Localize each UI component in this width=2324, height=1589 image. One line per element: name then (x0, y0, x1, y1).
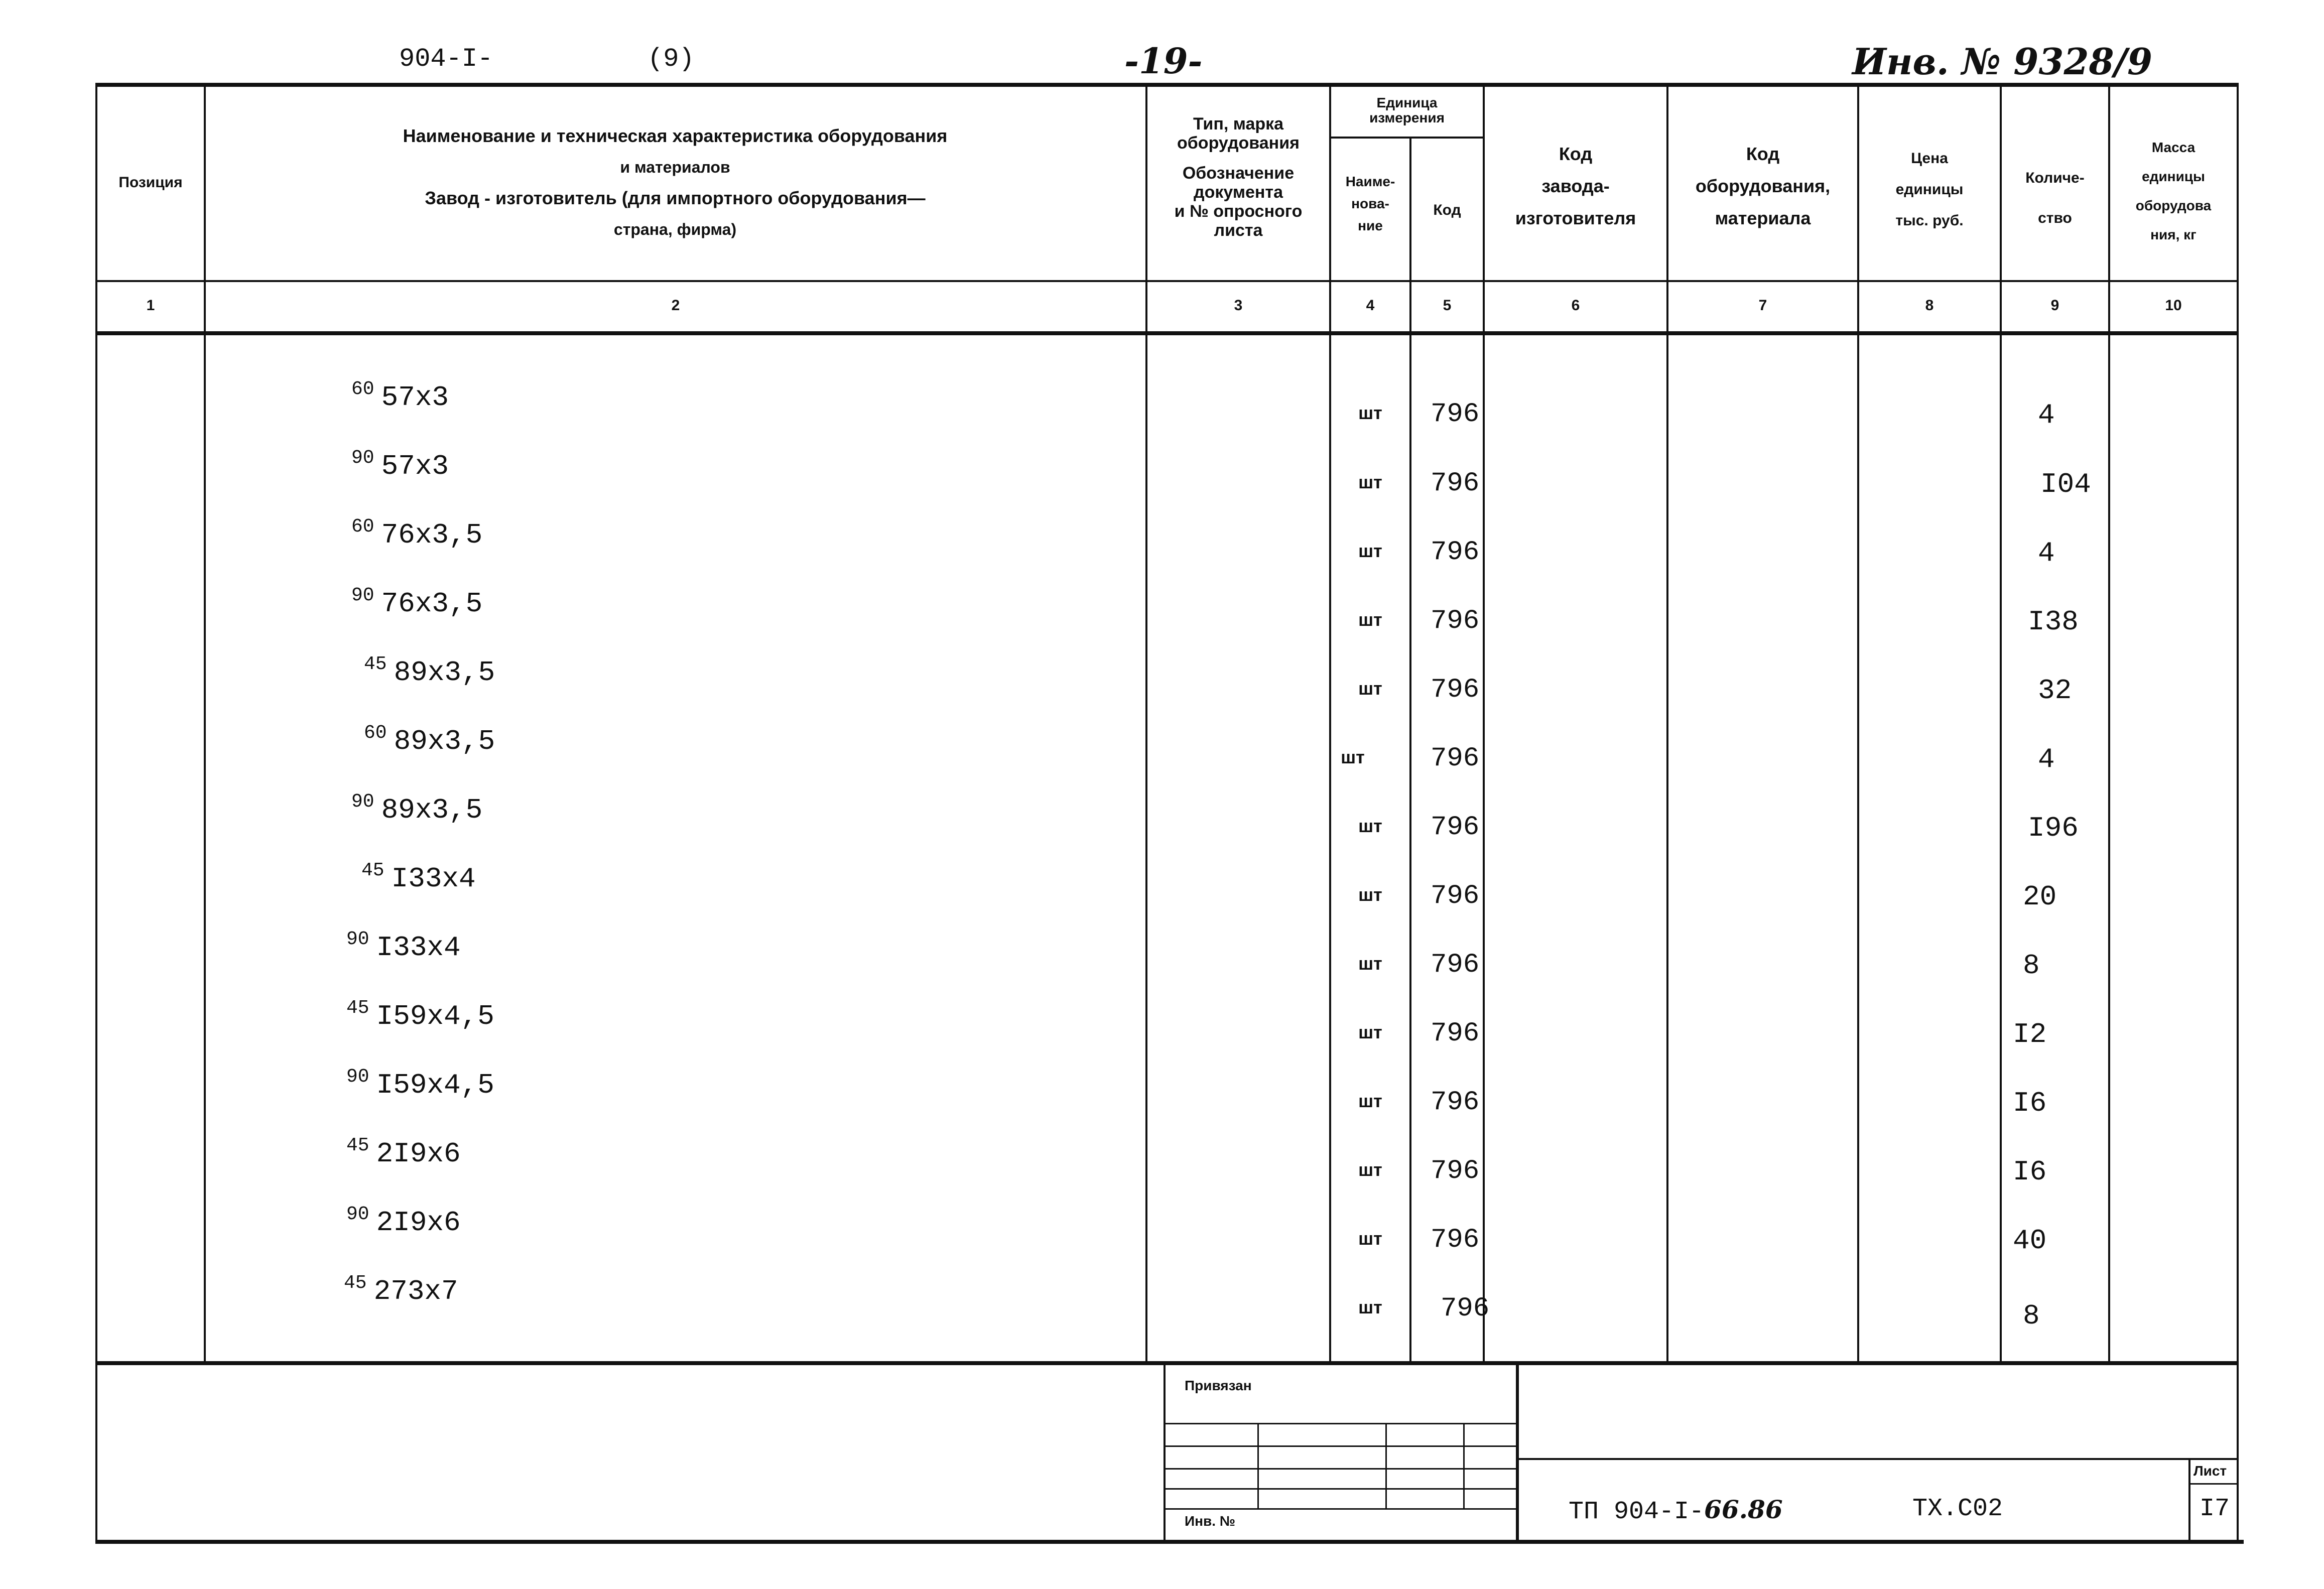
body-bottom-line (95, 1361, 2239, 1365)
header-name: Наименование и техническая характеристика оборудования и материалов Завод - изготовитель (для импортного оборудования— страна, фирма) (403, 125, 948, 238)
stamp-divider-left (1164, 1361, 1166, 1540)
header-unit-price: Цена единицы тыс. руб. (1895, 150, 1964, 229)
unit-name: шт (1358, 403, 1382, 423)
angle-degrees: 90 (346, 1204, 369, 1225)
unit-name: шт (1358, 609, 1382, 630)
unit-code: 796 (1431, 1225, 1480, 1255)
item-name (346, 997, 494, 1032)
pipe-size: I33х4 (391, 863, 476, 895)
document-code: ТП 904-I-66.86 (1569, 1495, 1783, 1526)
quantity: 8 (2023, 950, 2040, 982)
column-number: 9 (2050, 297, 2059, 314)
unit-code: 796 (1431, 537, 1480, 568)
pipe-size: 2I9х6 (376, 1207, 461, 1239)
header-plant-code: Код завода- изготовителя (1515, 144, 1636, 228)
pipe-size: I59х4,5 (376, 1000, 494, 1032)
column-number: 2 (671, 297, 680, 314)
stamp-inv-label: Инв. № (1185, 1513, 1236, 1529)
angle-degrees: 45 (364, 653, 387, 675)
sheet-bottom-border (95, 1540, 2244, 1544)
unit-code: 796 (1431, 1156, 1480, 1186)
angle-degrees: 90 (346, 1066, 369, 1088)
pipe-size: 89х3,5 (394, 725, 495, 757)
pipe-size: 76х3,5 (381, 519, 483, 551)
unit-code: 796 (1431, 468, 1480, 499)
unit-name: шт (1358, 678, 1382, 699)
angle-degrees: 90 (346, 929, 369, 950)
column-number: 3 (1234, 297, 1243, 314)
column-number: 1 (146, 297, 155, 314)
sheet-box-line (2188, 1483, 2239, 1485)
pipe-size: 2I9х6 (376, 1138, 461, 1170)
quantity: I04 (2040, 468, 2091, 500)
unit-code: 796 (1431, 606, 1480, 636)
item-name (351, 585, 483, 620)
column-number: 10 (2165, 297, 2182, 314)
item-name (364, 722, 495, 757)
angle-degrees: 45 (361, 860, 384, 881)
col-divider-8 (2000, 83, 2002, 1363)
item-name (346, 1066, 494, 1101)
angle-degrees: 60 (351, 378, 374, 400)
column-number: 7 (1758, 297, 1767, 314)
unit-code: 796 (1431, 399, 1480, 430)
header-mass: Масса единицы оборудова ния, кг (2135, 140, 2212, 242)
series-code: 904-I- (399, 44, 493, 74)
item-name (346, 1204, 461, 1239)
document-code-handwritten: 66.86 (1704, 1495, 1783, 1524)
quantity: I2 (2013, 1018, 2047, 1050)
unit-code: 796 (1431, 812, 1480, 843)
stamp-divider-right (1516, 1361, 1519, 1540)
angle-degrees: 90 (351, 585, 374, 606)
angle-degrees: 45 (346, 1135, 369, 1156)
unit-name: шт (1358, 816, 1382, 836)
pipe-size: 57х3 (381, 450, 449, 482)
unit-name: шт (1358, 1297, 1382, 1317)
column-number: 4 (1366, 297, 1375, 314)
quantity: 20 (2023, 881, 2057, 913)
header-unit-name: Наиме- нова- ние (1345, 174, 1395, 233)
quantity: I6 (2013, 1156, 2047, 1188)
stamp-grid-line (1166, 1508, 1517, 1510)
item-name (351, 447, 449, 482)
page-number: -19- (1124, 40, 1203, 82)
unit-name: шт (1358, 884, 1382, 905)
header-unit-code: Код (1433, 202, 1461, 218)
header-bottom-line (95, 280, 2239, 282)
col-divider-4 (1409, 137, 1411, 1363)
stamp-grid-col (1463, 1423, 1465, 1508)
item-name (344, 1272, 458, 1307)
inventory-number: Инв. № 9328/9 (1852, 40, 2153, 83)
angle-degrees: 90 (351, 447, 374, 469)
pipe-size: I33х4 (376, 932, 461, 964)
pipe-size: 57х3 (381, 381, 449, 414)
col-divider-6 (1666, 83, 1668, 1363)
quantity: 4 (2038, 399, 2055, 431)
pipe-size: 273х7 (373, 1275, 458, 1307)
quantity: I96 (2028, 812, 2079, 844)
unit-name: шт (1358, 1228, 1382, 1249)
pipe-size: 89х3,5 (394, 656, 495, 689)
col-divider-2 (1145, 83, 1147, 1363)
quantity: 4 (2038, 537, 2055, 569)
sheet-label: Лист (2193, 1463, 2227, 1479)
item-name (361, 860, 476, 895)
unit-code: 796 (1431, 675, 1480, 705)
unit-code: 796 (1431, 743, 1480, 774)
item-name (351, 378, 449, 414)
unit-name: шт (1358, 472, 1382, 492)
quantity: 4 (2038, 743, 2055, 775)
sheet-number: I7 (2200, 1495, 2230, 1523)
header-unit-group: Единица измерения (1369, 95, 1445, 125)
header-type-doc: Тип, марка оборудования Обозначение документа и № опросного листа (1174, 114, 1303, 240)
unit-name: шт (1341, 747, 1365, 767)
col-divider-3 (1329, 83, 1331, 1363)
item-name (346, 929, 461, 964)
item-name (351, 791, 483, 826)
colnum-bottom-line (95, 331, 2239, 335)
angle-degrees: 45 (346, 997, 369, 1019)
unit-name: шт (1358, 541, 1382, 561)
quantity: I38 (2028, 606, 2079, 638)
item-name (351, 516, 483, 551)
col-divider-1 (204, 83, 206, 1363)
pipe-size: 89х3,5 (381, 794, 483, 826)
column-number: 5 (1443, 297, 1452, 314)
column-number: 6 (1571, 297, 1580, 314)
header-position: Позиция (118, 174, 183, 191)
unit-group-line (1329, 137, 1483, 139)
column-number: 8 (1925, 297, 1934, 314)
unit-name: шт (1358, 1022, 1382, 1042)
table-top-border (95, 83, 2239, 87)
header-quantity: Количе- ство (2025, 170, 2085, 226)
quantity: 40 (2013, 1225, 2047, 1257)
unit-name: шт (1358, 953, 1382, 974)
unit-code: 796 (1431, 950, 1480, 980)
sub-number: (9) (648, 44, 695, 74)
quantity: I6 (2013, 1087, 2047, 1119)
unit-code: 796 (1431, 881, 1480, 911)
quantity: 8 (2023, 1300, 2040, 1332)
col-divider-5 (1483, 83, 1485, 1363)
unit-code: 796 (1431, 1018, 1480, 1049)
item-name (346, 1135, 461, 1170)
header-equipment-code: Код оборудования, материала (1695, 144, 1831, 228)
angle-degrees: 60 (351, 516, 374, 538)
item-name (364, 653, 495, 689)
angle-degrees: 90 (351, 791, 374, 813)
document-mark: ТХ.С02 (1912, 1495, 2003, 1523)
quantity: 32 (2038, 675, 2072, 707)
unit-code: 796 (1431, 1087, 1480, 1118)
col-divider-9 (2108, 83, 2110, 1363)
pipe-size: 76х3,5 (381, 588, 483, 620)
sheet-box-left (2188, 1458, 2190, 1541)
col-divider-7 (1857, 83, 1859, 1363)
stamp-grid-col (1385, 1423, 1387, 1508)
angle-degrees: 60 (364, 722, 387, 744)
angle-degrees: 45 (344, 1272, 367, 1294)
unit-code: 796 (1441, 1293, 1490, 1324)
pipe-size: I59х4,5 (376, 1069, 494, 1101)
unit-name: шт (1358, 1159, 1382, 1180)
table-right-border (2237, 83, 2239, 1542)
stamp-grid-col (1257, 1423, 1259, 1508)
unit-name: шт (1358, 1091, 1382, 1111)
stamp-privyazan-label: Привязан (1185, 1378, 1252, 1393)
stamp-code-line (1518, 1458, 2239, 1460)
